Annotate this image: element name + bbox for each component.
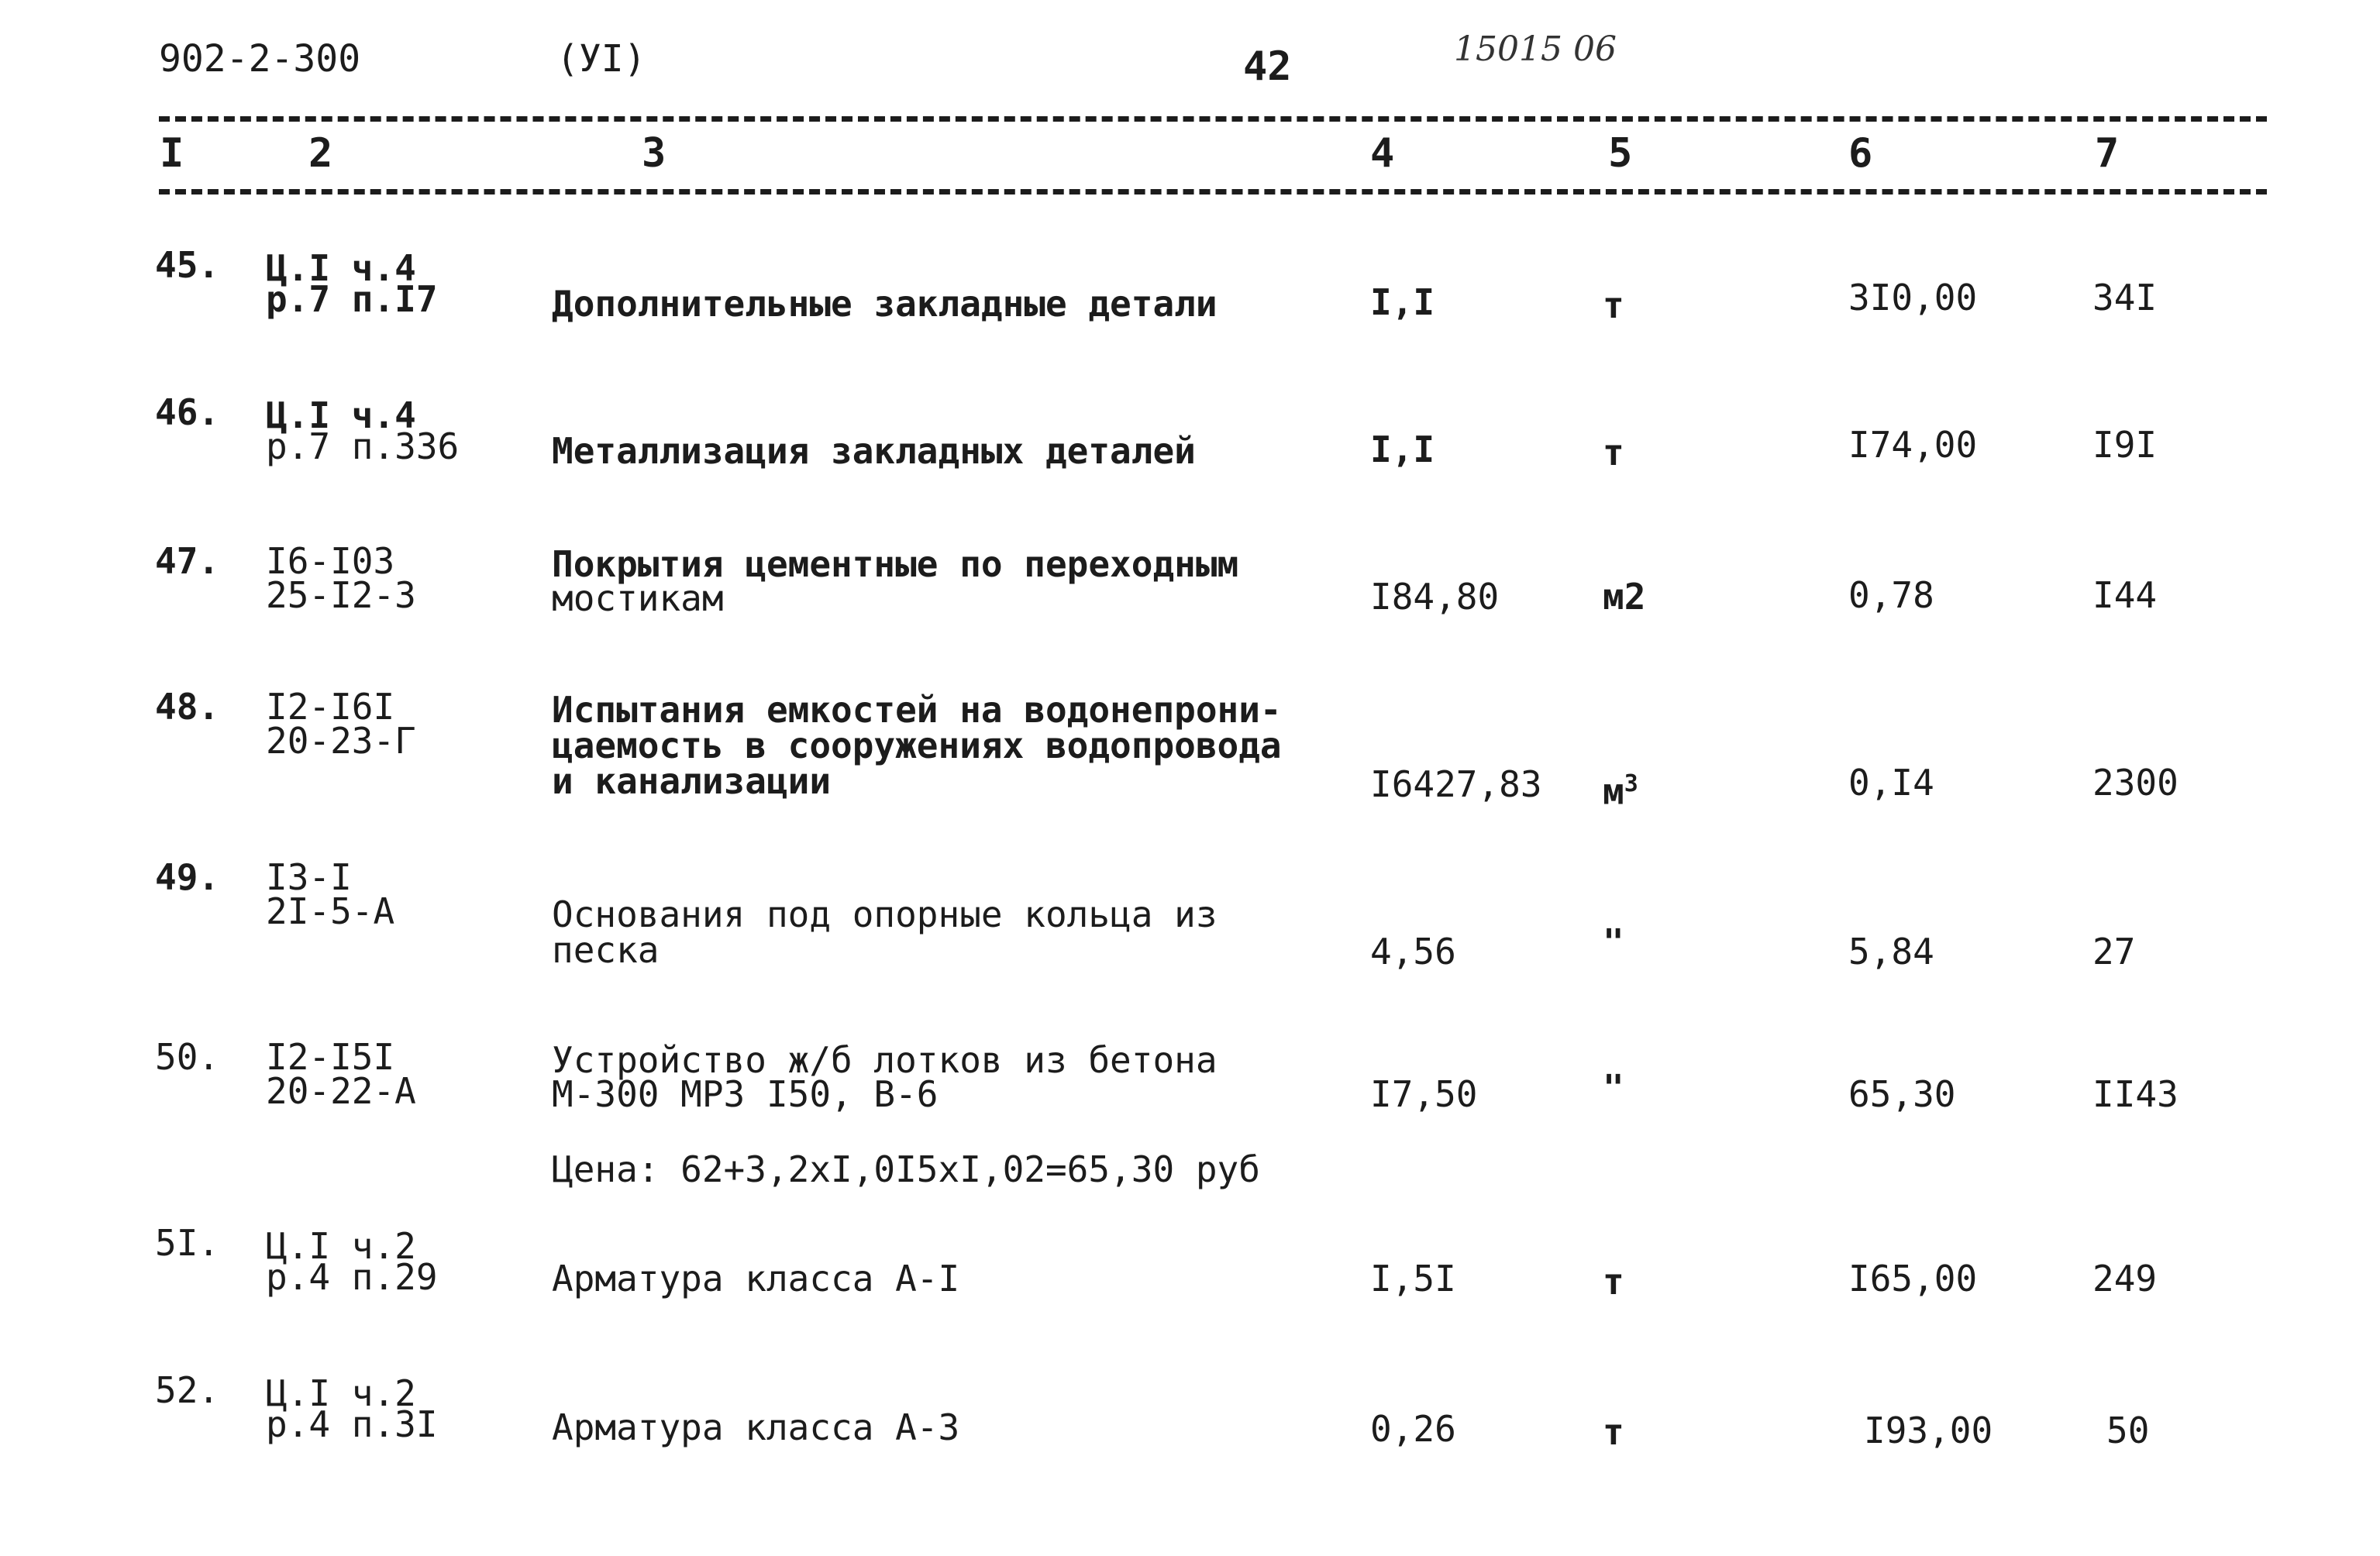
row-code-line2: р.7 п.336 xyxy=(266,425,460,467)
row-price: 3I0,00 xyxy=(1848,277,1978,318)
row-code-line1: Ц.I ч.2 xyxy=(266,1225,416,1267)
row-unit-base: м xyxy=(1603,770,1624,813)
column-number-5: 5 xyxy=(1608,130,1633,177)
row-code-line1: I2-I6I xyxy=(266,686,395,728)
row-description-line1: Арматура класса А-3 xyxy=(552,1406,960,1448)
row-code-line1: I2-I5I xyxy=(266,1036,395,1078)
row-total: 249 xyxy=(2092,1258,2158,1300)
row-description-line3: и канализации xyxy=(552,760,832,802)
row-unit: м2 xyxy=(1603,576,1646,618)
row-unit: т xyxy=(1603,284,1624,326)
row-unit xyxy=(1603,766,1638,813)
row-price: 65,30 xyxy=(1848,1073,1956,1115)
row-code-line1: Ц.I ч.4 xyxy=(266,247,416,289)
row-code-line2: 25-I2-3 xyxy=(266,574,416,616)
row-quantity: I,5I xyxy=(1370,1258,1456,1300)
column-number-3: 3 xyxy=(642,130,666,177)
column-number-1: I xyxy=(160,130,184,177)
row-total: I44 xyxy=(2092,574,2158,616)
row-unit-exponent: 3 xyxy=(1624,770,1638,797)
row-number: 46. xyxy=(155,391,220,433)
row-price: 0,78 xyxy=(1848,574,1934,616)
row-description-line1: Основания под опорные кольца из xyxy=(552,893,1218,935)
row-code-line1: I6-I03 xyxy=(266,540,395,582)
row-quantity: I84,80 xyxy=(1370,576,1500,618)
header-divider-top xyxy=(159,116,2267,122)
row-price: 5,84 xyxy=(1848,931,1934,972)
row-code-line2: р.7 п.I7 xyxy=(266,278,438,320)
row-number: 45. xyxy=(155,244,220,286)
column-number-6: 6 xyxy=(1848,130,1873,177)
row-description-line2: М-300 МРЗ I50, В-6 xyxy=(552,1073,939,1115)
row-number: 48. xyxy=(155,686,220,728)
row-unit: " xyxy=(1603,921,1624,963)
document-code: 902-2-300 xyxy=(159,37,361,81)
row-price: I74,00 xyxy=(1848,424,1978,466)
row-quantity: I7,50 xyxy=(1370,1073,1478,1115)
row-description-line2: цаемость в сооружениях водопровода xyxy=(552,725,1282,766)
row-price: 0,I4 xyxy=(1848,762,1934,804)
page-number: 42 xyxy=(1243,43,1292,90)
row-unit: " xyxy=(1603,1067,1624,1109)
price-calculation-note: Цена: 62+3,2хI,0I5хI,02=65,30 руб xyxy=(552,1148,1260,1190)
row-unit: т xyxy=(1603,1261,1624,1303)
row-quantity: I6427,83 xyxy=(1370,763,1542,805)
row-description-line2: песка xyxy=(552,929,660,971)
row-total: 27 xyxy=(2092,931,2136,972)
row-quantity: 0,26 xyxy=(1370,1408,1456,1450)
row-unit: т xyxy=(1603,432,1624,473)
row-total: I9I xyxy=(2092,424,2158,466)
row-code-line1: Ц.I ч.2 xyxy=(266,1372,416,1414)
row-code-line1: Ц.I ч.4 xyxy=(266,394,416,436)
row-description-line1: Испытания емкостей на водонепрони- xyxy=(552,689,1282,731)
row-number: 50. xyxy=(155,1036,220,1078)
row-description-line1: Устройство ж/б лотков из бетона xyxy=(552,1039,1218,1081)
row-quantity: 4,56 xyxy=(1370,931,1456,972)
row-total: 2300 xyxy=(2092,762,2179,804)
row-code-line2: р.4 п.3I xyxy=(266,1403,438,1445)
row-description-line2: мостикам xyxy=(552,577,724,619)
row-code-line2: р.4 п.29 xyxy=(266,1256,438,1298)
row-description-line1: Металлизация закладных деталей xyxy=(552,430,1196,472)
row-price: I65,00 xyxy=(1848,1258,1978,1300)
row-price: I93,00 xyxy=(1864,1410,1993,1451)
column-number-2: 2 xyxy=(308,130,333,177)
row-total: 34I xyxy=(2092,277,2158,318)
row-unit: т xyxy=(1603,1411,1624,1453)
row-quantity: I,I xyxy=(1370,429,1435,470)
row-number: 49. xyxy=(155,856,220,898)
row-total: 50 xyxy=(2106,1410,2150,1451)
row-code-line2: 2I-5-А xyxy=(266,890,395,932)
row-number: 52. xyxy=(155,1369,220,1411)
document-mark: (УI) xyxy=(556,37,646,81)
row-total: II43 xyxy=(2092,1073,2179,1115)
row-quantity: I,I xyxy=(1370,281,1435,323)
row-description-line1: Дополнительные закладные детали xyxy=(552,283,1218,325)
row-description-line1: Покрытия цементные по переходным xyxy=(552,543,1239,585)
row-number: 47. xyxy=(155,540,220,582)
handwritten-note: 15015 06 xyxy=(1454,29,1617,69)
row-code-line2: 20-23-Г xyxy=(266,720,416,762)
row-code-line1: I3-I xyxy=(266,856,352,898)
header-divider-bottom xyxy=(159,189,2267,194)
column-number-7: 7 xyxy=(2095,130,2120,177)
row-code-line2: 20-22-А xyxy=(266,1070,416,1112)
column-number-4: 4 xyxy=(1370,130,1395,177)
row-description-line1: Арматура класса А-I xyxy=(552,1258,960,1300)
row-number: 5I. xyxy=(155,1222,220,1264)
